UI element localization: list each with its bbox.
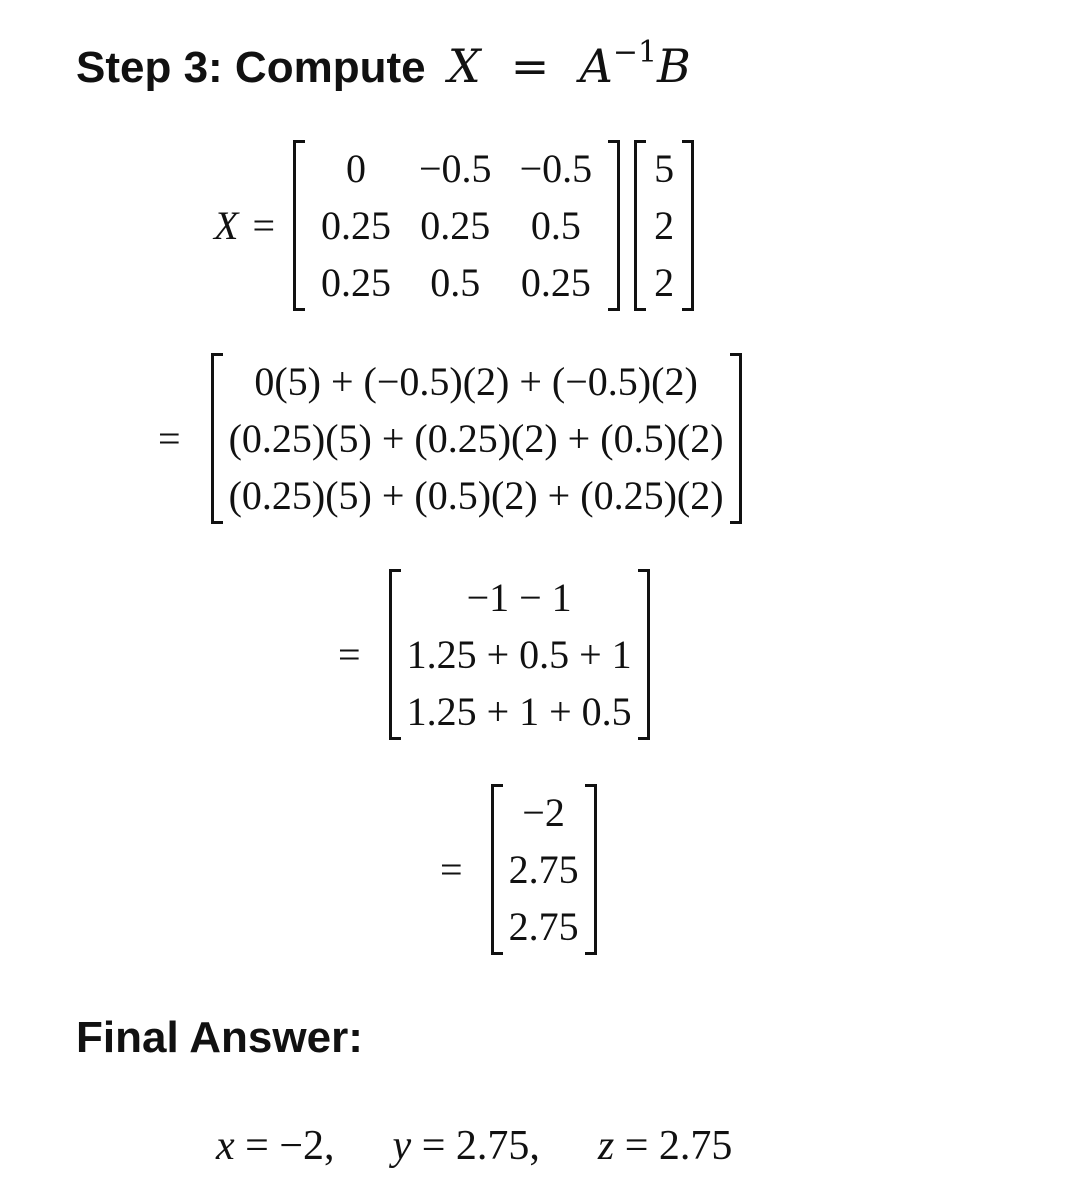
formula-rhs: B (657, 39, 691, 93)
equals-sign: = (338, 632, 361, 677)
vector-cell: 5 (654, 146, 675, 191)
formula-exponent: −1 (612, 35, 658, 70)
formula-base: A (579, 39, 613, 93)
expanded-vector (211, 353, 742, 524)
matrix-cell: 0.25 (321, 203, 391, 248)
matrix-cell: −0.5 (519, 146, 593, 191)
simplified-vector (389, 569, 650, 740)
equals-sign: = (440, 847, 463, 892)
x-variable: X (214, 203, 239, 248)
matrix-cell: 0.25 (321, 260, 391, 305)
matrix-cell: 0.25 (520, 260, 591, 305)
matrix-cell: 0.5 (530, 203, 581, 248)
simplified-row: −1 − 1 (466, 575, 572, 620)
y-answer-value: = 2.75, (421, 1123, 540, 1169)
final-answer-heading: Final Answer: (76, 1013, 363, 1062)
z-answer (598, 1122, 733, 1170)
simplified-row: 1.25 + 1 + 0.5 (406, 689, 632, 734)
y-answer (393, 1122, 540, 1170)
vector-cell: 2 (654, 203, 675, 248)
expanded-row: (0.25)(5) + (0.5)(2) + (0.25)(2) (228, 473, 724, 518)
equals-sign: = (252, 203, 275, 248)
equation-line-1 (214, 140, 694, 311)
vector-cell: 2 (654, 260, 675, 305)
step3-heading (76, 35, 691, 93)
result-cell: −2 (522, 790, 565, 835)
matrix-cell: 0.5 (430, 260, 481, 305)
result-cell: 2.75 (508, 847, 579, 892)
simplified-row: 1.25 + 0.5 + 1 (406, 632, 632, 677)
z-answer-value: = 2.75 (624, 1123, 733, 1169)
x-answer-var: x (216, 1123, 235, 1169)
vector-b (634, 140, 694, 311)
matrix-cell: −0.5 (419, 146, 492, 191)
expanded-row: (0.25)(5) + (0.25)(2) + (0.5)(2) (228, 416, 724, 461)
formula-eq: = (510, 39, 550, 93)
z-answer-var: z (597, 1123, 615, 1169)
equation-line-3 (338, 569, 650, 740)
matrix-cell: 0.25 (420, 203, 491, 248)
y-answer-var: y (392, 1123, 412, 1169)
expanded-row: 0(5) + (−0.5)(2) + (−0.5)(2) (254, 359, 698, 404)
formula-lhs: X (447, 39, 481, 93)
final-answer-values (216, 1122, 732, 1170)
x-answer-value: = −2, (245, 1123, 335, 1169)
x-answer (216, 1122, 335, 1170)
result-vector (491, 784, 597, 955)
matrix-cell: 0 (346, 146, 366, 191)
result-cell: 2.75 (508, 904, 579, 949)
equation-line-2 (158, 353, 742, 524)
step3-title: Step 3: Compute (76, 43, 426, 92)
inverse-matrix (293, 140, 620, 311)
equals-sign: = (158, 416, 181, 461)
equation-line-4 (440, 784, 597, 955)
